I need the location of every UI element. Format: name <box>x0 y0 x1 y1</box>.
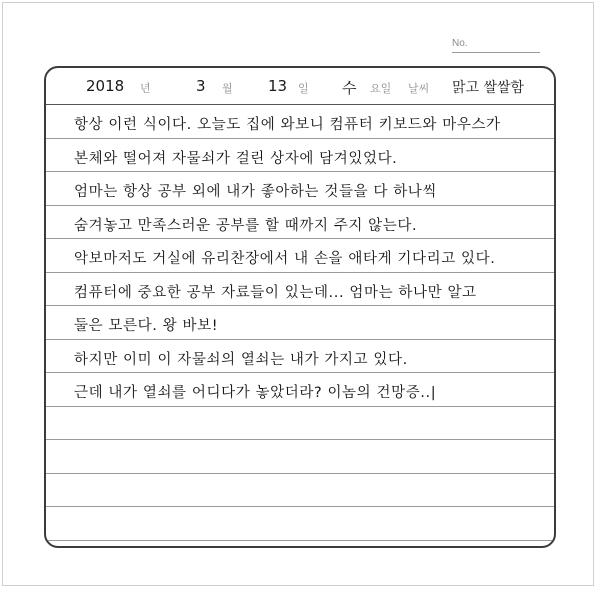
year-label: 년 <box>140 83 151 95</box>
diary-card <box>44 66 556 548</box>
ruled-line <box>46 238 554 239</box>
diary-line-2: 본체와 떨어져 자물쇠가 걸린 상자에 담겨있었다. <box>74 150 398 167</box>
ruled-line <box>46 406 554 407</box>
ruled-line <box>46 138 554 139</box>
ruled-line <box>46 473 554 474</box>
ruled-line <box>46 272 554 273</box>
ruled-line <box>46 439 554 440</box>
weekday-value: 수 <box>342 79 357 97</box>
weather-label: 날씨 <box>408 83 430 95</box>
day-value: 13 <box>268 77 288 95</box>
ruled-line <box>46 339 554 340</box>
weekday-label: 요일 <box>370 83 392 95</box>
diary-line-4: 숨겨놓고 만족스러운 공부를 할 때까지 주지 않는다. <box>74 217 418 234</box>
diary-line-6: 컴퓨터에 중요한 공부 자료들이 있는데... 엄마는 하나만 알고 <box>74 284 477 301</box>
date-header <box>46 68 554 105</box>
year-value: 2018 <box>86 77 125 95</box>
month-label: 월 <box>222 83 233 95</box>
ruled-line <box>46 372 554 373</box>
month-value: 3 <box>196 77 206 95</box>
ruled-line <box>46 506 554 507</box>
ruled-line <box>46 305 554 306</box>
diary-line-3: 엄마는 항상 공부 외에 내가 좋아하는 것들을 다 하나씩 <box>74 184 438 200</box>
ruled-line <box>46 171 554 172</box>
diary-line-8: 하지만 이미 이 자물쇠의 열쇠는 내가 가지고 있다. <box>74 351 408 368</box>
diary-line-9: 근데 내가 열쇠를 어디다가 놓았더라? 이놈의 건망증..| <box>74 385 437 401</box>
page-number-line <box>452 52 540 53</box>
diary-line-5: 악보마저도 거실에 유리찬장에서 내 손을 애타게 기다리고 있다. <box>74 251 496 267</box>
page-number-label: No. <box>452 38 468 49</box>
diary-line-7: 둘은 모른다. 왕 바보! <box>74 318 219 334</box>
weather-value: 맑고 쌀쌀함 <box>452 80 525 96</box>
ruled-line <box>46 540 554 541</box>
diary-line-1: 항상 이런 식이다. 오늘도 집에 와보니 컴퓨터 키보드와 마우스가 <box>74 117 501 133</box>
ruled-line <box>46 205 554 206</box>
day-label: 일 <box>298 83 309 95</box>
